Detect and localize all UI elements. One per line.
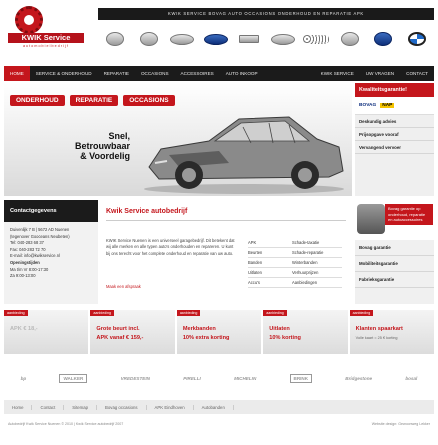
slogan-line-3: & Voordelig [80, 151, 130, 161]
footer-link-autobanden[interactable]: Autobanden [194, 405, 234, 410]
offer-spaarkart[interactable] [350, 310, 434, 354]
offer-apk[interactable] [4, 310, 88, 354]
partner-vredestein-logo[interactable]: VREDESTEIN [120, 375, 150, 381]
main-content [100, 200, 352, 304]
offer-main: Uitlaten [269, 326, 290, 332]
link-apk[interactable]: APK [248, 238, 298, 248]
link-schade-taxatie[interactable]: Schade-taxatie [292, 238, 342, 248]
footer-nav [4, 400, 434, 414]
bmw-logo-icon[interactable] [404, 29, 430, 49]
title-divider [106, 220, 346, 221]
guarantee-fabriek[interactable]: Fabrieksgarantie [355, 272, 434, 288]
offer-tag: aanbieding [4, 310, 28, 316]
volvo-logo-icon[interactable] [102, 29, 128, 49]
nav-service-onderhoud[interactable]: SERVICE & ONDERHOUD [35, 71, 92, 76]
offer-tag: aanbieding [177, 310, 201, 316]
offer-uitlaten[interactable] [263, 310, 347, 354]
offer-main: Grote beurt incl. [96, 326, 140, 332]
mazda-logo-icon[interactable] [270, 29, 296, 49]
nav-home[interactable]: HOME [4, 66, 30, 81]
footer-link-home[interactable]: Home [4, 405, 32, 410]
footer-link-apk-eindhoven[interactable]: APK Eindhoven [147, 405, 194, 410]
partner-pirelli-logo[interactable]: PIRELLI [183, 375, 201, 381]
gear-icon [15, 6, 43, 34]
slogan-line-2: Betrouwbaar [74, 141, 130, 151]
partner-bosal-logo[interactable]: bosal [405, 375, 418, 381]
quality-guarantee-panel [355, 83, 434, 196]
link-accus[interactable]: Accu's [248, 278, 298, 288]
link-banden[interactable]: Banden [248, 258, 298, 268]
offer-small: Volle kaart = 25 € korting [355, 336, 398, 340]
link-aanbiedingen[interactable]: Aanbiedingen [292, 278, 342, 288]
footer-link-bovag-occasions[interactable]: Bovag occasions [97, 405, 147, 410]
copyright-text: Autobedrijf Kwik Service Nuenen © 2010 | Kwik Service autobedrijf 2007 [8, 422, 124, 426]
hero-tab-occasions[interactable]: OCCASIONS [123, 95, 174, 106]
offer-main: APK € 18,- [10, 326, 38, 332]
service-links-a [248, 238, 298, 288]
offers-strip [4, 310, 434, 354]
link-schade-reparatie[interactable]: Schade-reparatie [292, 248, 342, 258]
nav-accessoires[interactable]: ACCESSOIRES [180, 71, 214, 76]
offer-merkbanden[interactable] [177, 310, 261, 354]
link-beurten[interactable]: Beurten [248, 248, 298, 258]
contact-details [4, 222, 98, 285]
car-brand-logos [98, 24, 434, 54]
opening-hours-title: Openingstijden [10, 259, 40, 265]
main-title: Kwik Service autobedrijf [106, 208, 188, 215]
hero-tab-reparatie[interactable]: REPARATIE [70, 95, 119, 106]
audi-logo-icon[interactable] [303, 29, 329, 49]
partner-bp-logo[interactable]: bp [20, 375, 27, 381]
nav-auto-inkoop[interactable]: AUTO INKOOP [225, 71, 258, 76]
nap-logo: NAP [382, 103, 393, 108]
opening-hours-saturday: Za 9:00-13:00 [10, 273, 36, 279]
partner-brink-logo[interactable]: BRINK [290, 374, 313, 383]
main-navigation [4, 66, 434, 81]
link-winterbanden[interactable]: Winterbanden [292, 258, 342, 268]
guarantee-panel [355, 200, 434, 304]
partner-logos [4, 360, 434, 396]
offer-sub: 10% korting [269, 335, 301, 341]
quality-logos [355, 97, 434, 115]
offer-tag: aanbieding [90, 310, 114, 316]
footer-link-sitemap[interactable]: Sitemap [64, 405, 97, 410]
link-uitlaten[interactable]: Uitlaten [248, 268, 298, 278]
link-verhuurprijzen[interactable]: Verhuurprijzen [292, 268, 342, 278]
contact-title: Contactgegevens [4, 200, 98, 222]
nav-kwik-service[interactable]: KWIK SERVICE [320, 71, 354, 76]
appointment-link[interactable]: Maak een afspraak [106, 284, 141, 289]
car-thumbnail [357, 204, 385, 234]
opening-hours-weekdays: Ma t/m Vr 8:00-17:30 [10, 266, 49, 272]
contact-address: Duivenlijk 7 B | 5672 AD Nuenen [10, 227, 70, 232]
nav-uw-vragen[interactable]: UW VRAGEN [365, 71, 395, 76]
citroen-logo-icon[interactable] [236, 29, 262, 49]
quality-item-advies[interactable]: Deskundig advies [355, 115, 434, 128]
service-links-b [292, 238, 342, 288]
logo-subtitle: automobielbedrijf [22, 44, 70, 48]
offer-sub: APK vanaf € 159,- [96, 335, 144, 341]
header [0, 0, 438, 64]
design-credit[interactable]: Website design: Gewoonweg Lekker [371, 422, 430, 426]
opel-logo-icon[interactable] [337, 29, 363, 49]
nav-contact[interactable]: CONTACT [406, 71, 428, 76]
offer-main: Merkbanden [182, 326, 216, 332]
slogan-line-1: Snel, [108, 131, 130, 141]
guarantee-mobiliteit[interactable]: Mobiliteitsgarantie [355, 256, 434, 272]
quality-item-prijsopgave[interactable]: Prijsopgave vooraf [355, 128, 434, 141]
guarantee-bovag[interactable]: Bovag garantie [355, 240, 434, 256]
nav-spacer [264, 66, 315, 81]
bovag-logo: BOVAG [359, 103, 377, 108]
offer-tag: aanbieding [263, 310, 287, 316]
partner-michelin-logo[interactable]: MICHELIN [234, 375, 257, 381]
hero-slogan [40, 131, 130, 161]
site-logo[interactable] [4, 6, 86, 48]
ford-logo-icon[interactable] [203, 29, 229, 49]
contact-email[interactable]: E-mail: info@kwikservice.nl [10, 253, 60, 259]
footer-link-contact[interactable]: Contact [32, 405, 64, 410]
logo-text: KWIK Service [8, 33, 84, 43]
tagline-bar: KWIK SERVICE BOVAG AUTO OCCASIONS ONDERHOUD EN REPARATIE APK [98, 8, 434, 20]
hero-tab-onderhoud[interactable]: ONDERHOUD [10, 95, 65, 106]
partner-walker-logo[interactable]: WALKER [59, 374, 87, 383]
quality-item-vervoer[interactable]: Vervangend vervoer [355, 141, 434, 154]
partner-bridgestone-logo[interactable]: Bridgestone [345, 375, 373, 381]
offer-sub: 10% extra korting [182, 335, 230, 341]
contact-panel [4, 200, 98, 304]
offer-main: Klanten spaarkart [355, 326, 403, 332]
intro-text: KWIK Service Nuenen is een universeel garagebedrijf. Dit betekent dat wij alle merken en alle typen auto's onderhouden en repareren. U kunt bij ons terecht voor het complete onderhoud en reparatie van uw auto. [106, 238, 235, 256]
hero-banner [4, 83, 352, 196]
quality-title: Kwaliteitsgarantie! [355, 83, 434, 97]
contact-address-note: (tegenover Gooceans Neubeten) [10, 233, 70, 239]
peugeot-logo-icon[interactable] [136, 29, 162, 49]
contact-fax: Fax: 040-283 72 70 [10, 246, 46, 252]
nav-reparatie[interactable]: REPARATIE [103, 71, 129, 76]
offer-grote-beurt[interactable] [90, 310, 174, 354]
contact-phone: Tel: 040-283 68 37 [10, 240, 44, 246]
bovag-promo[interactable] [355, 200, 434, 240]
toyota-logo-icon[interactable] [169, 29, 195, 49]
car-xray-image [139, 105, 349, 195]
nav-occasions[interactable]: OCCASIONS [140, 71, 169, 76]
volkswagen-logo-icon[interactable] [370, 29, 396, 49]
offer-tag: aanbieding [350, 310, 374, 316]
bovag-promo-text: Bovag garantie op onderhoud, reparatie en autoaccessoires [385, 204, 433, 225]
